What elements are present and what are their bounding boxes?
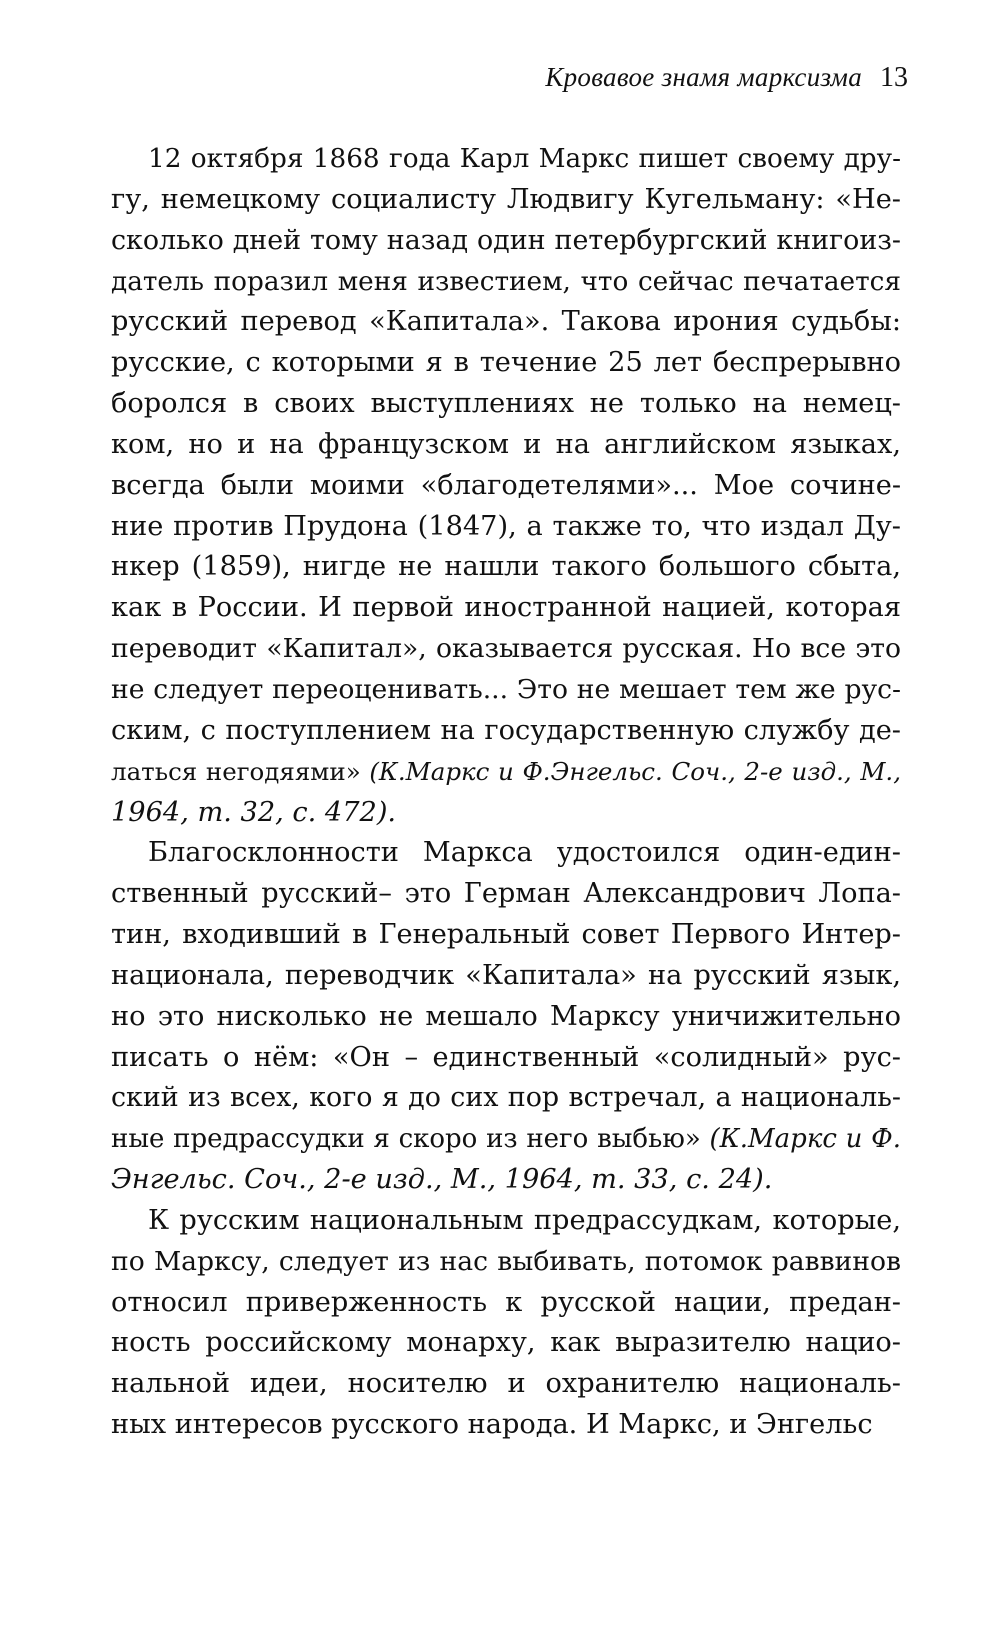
line-text: датель поразил меня известием, что сейчас печатается (111, 266, 901, 297)
line-text: ский из всех, кого я до сих пор встречал, а националь- (111, 1082, 901, 1114)
text-line (111, 1201, 901, 1242)
line-text: нальной идеи, носителю и охранителю националь- (111, 1368, 901, 1400)
line-text: всегда были моими «благодетелями»... Мое сочине- (111, 469, 901, 501)
text-line (111, 1283, 901, 1324)
text-line (111, 1405, 901, 1446)
text-line (111, 629, 901, 670)
line-text: не следует переоценивать... Это не мешает тем же рус- (111, 673, 901, 705)
line-text: ственный русский– это Герман Александрович Лопа- (111, 878, 901, 910)
citation: (К.Маркс и Ф. (709, 1124, 901, 1155)
text-line (111, 1323, 901, 1364)
line-text: ных интересов русского народа. И Маркс, и Энгельс (111, 1409, 873, 1441)
text-line (111, 997, 901, 1038)
text-line (111, 1078, 901, 1119)
text-line (111, 874, 901, 915)
paragraph (111, 833, 901, 1201)
text-line (111, 507, 901, 548)
line-text: ные предрассудки я скоро из него выбью» (111, 1124, 710, 1155)
line-text: сколько дней тому назад один петербургский книгоиз- (111, 224, 901, 256)
citation: 1964, т. 32, с. 472). (111, 796, 397, 828)
line-text: по Марксу, следует из нас выбивать, потомок раввинов (111, 1245, 901, 1277)
line-text: писать о нём: «Он – единственный «солидный» рус- (111, 1041, 901, 1073)
text-line (111, 180, 901, 221)
text-line (111, 1160, 901, 1201)
text-line (111, 670, 901, 711)
citation: (К.Маркс и Ф.Энгельс. Соч., 2-е изд., М., (369, 756, 901, 786)
line-text: русский перевод «Капитала». Такова ирония судьбы: (111, 306, 901, 338)
line-text: ским, с поступлением на государственную службу де- (111, 714, 901, 746)
text-line (111, 1119, 901, 1160)
running-header (545, 62, 908, 102)
line-text: тин, входивший в Генеральный совет Первого Интер- (111, 919, 901, 951)
text-line (111, 833, 901, 874)
line-text: но это нисколько не мешало Марксу уничижительно (111, 1000, 901, 1032)
page-number: 13 (880, 62, 908, 93)
line-text: Благосклонности Маркса удостоился один-един- (148, 837, 901, 869)
line-text: 12 октября 1868 года Карл Маркс пишет своему дру- (148, 144, 901, 174)
line-text: ность российскому монарху, как выразителю нацио- (111, 1327, 901, 1359)
line-text: переводит «Капитал», оказывается русская. Но все это (111, 633, 901, 665)
text-line (111, 547, 901, 588)
text-line (111, 302, 901, 343)
line-text: ком, но и на французском и на английском языках, (111, 428, 901, 460)
text-line (111, 1242, 901, 1283)
line-text: нкер (1859), нигде не нашли такого большого сбыта, (111, 551, 901, 583)
text-line (111, 915, 901, 956)
line-text: относил приверженность к русской нации, предан- (111, 1286, 901, 1318)
line-text: национала, переводчик «Капитала» на русский язык, (111, 959, 901, 991)
line-text: гу, немецкому социалисту Людвигу Кугельману: «Не- (111, 183, 901, 215)
text-line (111, 793, 901, 834)
line-text: латься негодяями» (111, 756, 370, 786)
text-line (111, 1364, 901, 1405)
text-line (111, 221, 901, 262)
text-line (111, 466, 901, 507)
text-line (111, 711, 901, 752)
line-text: боролся в своих выступлениях не только на немец- (111, 388, 901, 420)
running-title: Кровавое знамя марксизма (545, 62, 862, 92)
text-line (111, 139, 901, 180)
body-text (111, 139, 901, 1446)
paragraph (111, 139, 901, 833)
citation: Энгельс. Соч., 2-е изд., М., 1964, т. 33, с. 24). (111, 1164, 773, 1196)
text-line (111, 752, 901, 793)
line-text: ние против Прудона (1847), а также то, что издал Ду- (111, 510, 901, 542)
text-line (111, 956, 901, 997)
text-line (111, 588, 901, 629)
text-line (111, 343, 901, 384)
line-text: русские, с которыми я в течение 25 лет беспрерывно (111, 347, 901, 379)
text-line (111, 384, 901, 425)
text-line (111, 425, 901, 466)
paragraph (111, 1201, 901, 1446)
line-text: как в России. И первой иностранной нацией, которая (111, 592, 901, 624)
text-line (111, 262, 901, 303)
text-line (111, 1038, 901, 1079)
line-text: К русским национальным предрассудкам, которые, (148, 1204, 901, 1236)
